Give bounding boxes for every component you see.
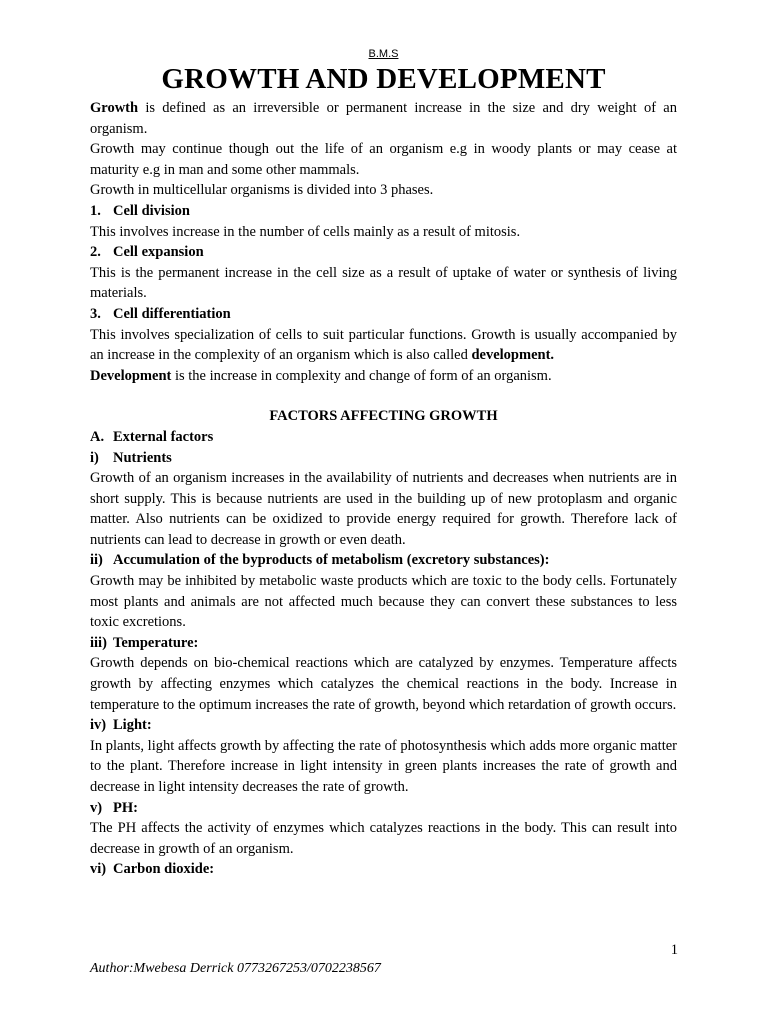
phase-heading-cell-division xyxy=(90,201,677,222)
factor-text-light: In plants, light affects growth by affecting the rate of photosynthesis which adds more organic matter to the plant. Therefore increase in light intensity in green plants increases the rate of growth and decrease in light intensity decreases the rate of growth. xyxy=(90,737,677,795)
development-definition-text: is the increase in complexity and change of form of an organism. xyxy=(171,367,552,384)
growth-term: Growth xyxy=(90,100,139,116)
factor-text-temperature: Growth depends on bio-chemical reactions which are catalyzed by enzymes. Temperature affects growth by affecting enzymes which catalyzes the chemical reactions in the body. Increase in temperature to the optimum increases the rate of growth, beyond which retardation of growth occurs. xyxy=(90,655,677,713)
factor-title: Nutrients xyxy=(113,449,172,466)
factor-title: PH: xyxy=(113,799,138,816)
factor-title: Temperature: xyxy=(113,634,199,651)
factor-title: Accumulation of the byproducts of metabolism (excretory substances): xyxy=(113,552,550,569)
factor-heading-light xyxy=(90,715,677,736)
phase-text-cell-differentiation xyxy=(90,325,677,366)
phase-number: 3. xyxy=(90,305,101,322)
factor-title: Carbon dioxide: xyxy=(113,861,215,878)
page-title: GROWTH AND DEVELOPMENT xyxy=(161,63,606,95)
phase-text: This involves specialization of cells to suit particular functions. Growth is usually accompanied by an increase in the complexity of an organism which is also called xyxy=(90,326,677,364)
factor-heading-byproducts xyxy=(90,550,677,571)
growth-definition-text: is defined as an irreversible or permanent increase in the size and dry weight of an organism. xyxy=(90,100,677,137)
factor-title: Light: xyxy=(113,717,152,734)
section-heading-factors: FACTORS AFFECTING GROWTH xyxy=(269,408,498,425)
growth-phases-intro: Growth in multicellular organisms is divided into 3 phases. xyxy=(90,182,434,199)
external-factors-heading xyxy=(90,427,677,448)
phase-number: 2. xyxy=(90,244,101,261)
growth-definition xyxy=(90,98,677,139)
factor-number: i) xyxy=(90,449,99,466)
factor-number: iv) xyxy=(90,717,107,734)
phase-number: 1. xyxy=(90,202,101,219)
phase-text-cell-division: This involves increase in the number of cells mainly as a result of mitosis. xyxy=(90,223,521,240)
factor-heading-temperature xyxy=(90,633,677,654)
phase-title: Cell differentiation xyxy=(113,305,231,322)
growth-duration-paragraph: Growth may continue though out the life of an organism e.g in woody plants or may cease at maturity e.g in man and some other mammals. xyxy=(90,141,677,178)
development-term-inline: development. xyxy=(471,347,555,364)
external-factors-title: External factors xyxy=(113,428,214,445)
development-term: Development xyxy=(90,367,172,384)
school-header: B.M.S xyxy=(368,48,399,60)
phase-heading-cell-differentiation xyxy=(90,304,677,325)
page-number: 1 xyxy=(670,942,678,958)
factor-number: vi) xyxy=(90,861,107,878)
factor-heading-nutrients xyxy=(90,448,677,469)
phase-title: Cell expansion xyxy=(113,244,204,261)
factor-text-ph: The PH affects the activity of enzymes which catalyzes reactions in the body. This can result into decrease in growth of an organism. xyxy=(90,820,677,857)
factor-number: ii) xyxy=(90,552,103,569)
development-definition xyxy=(90,366,677,387)
document-page xyxy=(90,46,677,880)
external-factors-number: A. xyxy=(90,428,105,445)
factor-number: iii) xyxy=(90,634,107,651)
phase-text-cell-expansion: This is the permanent increase in the cell size as a result of uptake of water or synthesis of living materials. xyxy=(90,264,677,302)
factor-text-byproducts: Growth may be inhibited by metabolic waste products which are toxic to the body cells. Fortunately most plants and animals are not affected much because they can convert these substances to less toxic excretions. xyxy=(90,573,677,631)
factor-heading-ph xyxy=(90,798,677,819)
factor-heading-carbon-dioxide xyxy=(90,859,677,880)
phase-title: Cell division xyxy=(113,202,190,219)
author-footer: Author:Mwebesa Derrick 0773267253/0702238567 xyxy=(90,961,381,976)
factor-number: v) xyxy=(90,799,103,816)
phase-heading-cell-expansion xyxy=(90,242,677,263)
factor-text-nutrients: Growth of an organism increases in the availability of nutrients and decreases when nutrients are in short supply. This is because nutrients are used in the building up of new protoplasm and organic matter. Also nutrients can be oxidized to provide energy required for growth. Therefore lack of nutrients can lead to decrease in growth or even death. xyxy=(90,470,677,548)
